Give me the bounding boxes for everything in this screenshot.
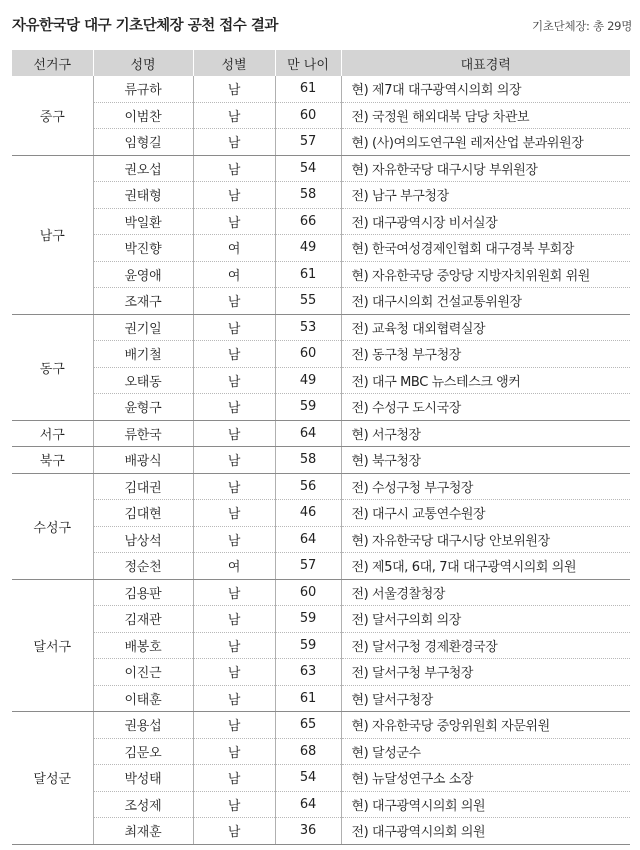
district-cell: 달서구 [12,579,93,712]
district-cell: 남구 [12,155,93,314]
gender-cell: 남 [193,341,275,368]
career-cell: 현) 대구광역시의회 의원 [341,791,630,818]
total-count: 기초단체장: 총 29명 [532,19,632,33]
gender-cell: 남 [193,367,275,394]
gender-cell: 남 [193,102,275,129]
table-row [12,791,630,818]
age-cell: 36 [275,818,341,845]
career-cell: 전) 서울경찰청장 [341,579,630,606]
table-row [12,102,630,129]
career-cell: 현) 자유한국당 대구시당 부위원장 [341,155,630,182]
name-cell: 윤형구 [93,394,193,421]
name-cell: 김재관 [93,606,193,633]
gender-cell: 남 [193,685,275,712]
age-cell: 61 [275,76,341,102]
gender-cell: 남 [193,447,275,474]
table-row [12,288,630,315]
candidates-table [12,50,630,845]
career-cell: 전) 대구시의회 건설교통위원장 [341,288,630,315]
career-cell: 전) 달서구청 부구청장 [341,659,630,686]
career-cell: 전) 수성구청 부구청장 [341,473,630,500]
name-cell: 배봉호 [93,632,193,659]
age-cell: 57 [275,553,341,580]
gender-cell: 남 [193,208,275,235]
age-cell: 54 [275,765,341,792]
career-cell: 전) 대구시 교통연수원장 [341,500,630,527]
gender-cell: 남 [193,765,275,792]
table-row [12,765,630,792]
table-row [12,500,630,527]
career-cell: 전) 교육청 대외협력실장 [341,314,630,341]
career-cell: 현) 자유한국당 대구시당 안보위원장 [341,526,630,553]
age-cell: 56 [275,473,341,500]
age-cell: 58 [275,182,341,209]
gender-cell: 남 [193,500,275,527]
age-cell: 46 [275,500,341,527]
gender-cell: 남 [193,473,275,500]
table-row [12,394,630,421]
name-cell: 김용판 [93,579,193,606]
district-cell: 수성구 [12,473,93,579]
district-cell: 동구 [12,314,93,420]
age-cell: 61 [275,685,341,712]
name-cell: 최재훈 [93,818,193,845]
name-cell: 권오섭 [93,155,193,182]
name-cell: 이태훈 [93,685,193,712]
career-cell: 현) 자유한국당 중앙위원회 자문위원 [341,712,630,739]
career-cell: 현) 제7대 대구광역시의회 의장 [341,76,630,102]
name-cell: 윤영애 [93,261,193,288]
name-cell: 남상석 [93,526,193,553]
table-row [12,606,630,633]
table-row [12,420,630,447]
gender-cell: 여 [193,553,275,580]
page-title: 자유한국당 대구 기초단체장 공천 접수 결과 [12,18,278,34]
table-row [12,553,630,580]
age-cell: 59 [275,632,341,659]
table-row [12,314,630,341]
table-row [12,712,630,739]
career-cell: 현) 서구청장 [341,420,630,447]
name-cell: 권용섭 [93,712,193,739]
gender-cell: 남 [193,791,275,818]
gender-cell: 남 [193,818,275,845]
name-cell: 조재구 [93,288,193,315]
table-row [12,341,630,368]
age-cell: 59 [275,606,341,633]
name-cell: 배기철 [93,341,193,368]
career-cell: 현) 달성군수 [341,738,630,765]
table-row [12,76,630,102]
age-cell: 58 [275,447,341,474]
career-cell: 전) 달서구청 경제환경국장 [341,632,630,659]
column-header-name: 성명 [93,50,193,76]
name-cell: 오태동 [93,367,193,394]
gender-cell: 여 [193,235,275,262]
table-row [12,818,630,845]
career-cell: 전) 동구청 부구청장 [341,341,630,368]
name-cell: 김대권 [93,473,193,500]
age-cell: 64 [275,526,341,553]
gender-cell: 남 [193,712,275,739]
career-cell: 전) 대구 MBC 뉴스테스크 앵커 [341,367,630,394]
age-cell: 54 [275,155,341,182]
gender-cell: 남 [193,606,275,633]
name-cell: 박성태 [93,765,193,792]
column-header-gender: 성별 [193,50,275,76]
name-cell: 류규하 [93,76,193,102]
age-cell: 64 [275,791,341,818]
name-cell: 박일환 [93,208,193,235]
gender-cell: 여 [193,261,275,288]
name-cell: 이범찬 [93,102,193,129]
age-cell: 64 [275,420,341,447]
career-cell: 전) 달서구의회 의장 [341,606,630,633]
name-cell: 권기일 [93,314,193,341]
table-row [12,129,630,156]
table-row [12,659,630,686]
name-cell: 배광식 [93,447,193,474]
table-row [12,261,630,288]
name-cell: 조성제 [93,791,193,818]
career-cell: 전) 수성구 도시국장 [341,394,630,421]
age-cell: 59 [275,394,341,421]
name-cell: 정순천 [93,553,193,580]
gender-cell: 남 [193,76,275,102]
district-cell: 북구 [12,447,93,474]
age-cell: 49 [275,367,341,394]
table-row [12,685,630,712]
gender-cell: 남 [193,738,275,765]
age-cell: 60 [275,341,341,368]
gender-cell: 남 [193,155,275,182]
gender-cell: 남 [193,632,275,659]
career-cell: 현) 자유한국당 중앙당 지방자치위원회 위원 [341,261,630,288]
gender-cell: 남 [193,526,275,553]
table-row [12,182,630,209]
age-cell: 63 [275,659,341,686]
district-cell: 서구 [12,420,93,447]
table-row [12,235,630,262]
career-cell: 전) 대구광역시장 비서실장 [341,208,630,235]
page-header [0,0,640,46]
name-cell: 권태형 [93,182,193,209]
career-cell: 현) 북구청장 [341,447,630,474]
career-cell: 현) 달서구청장 [341,685,630,712]
age-cell: 55 [275,288,341,315]
age-cell: 66 [275,208,341,235]
table-row [12,738,630,765]
gender-cell: 남 [193,288,275,315]
table-row [12,526,630,553]
name-cell: 이진근 [93,659,193,686]
table-row [12,632,630,659]
column-header-district: 선거구 [12,50,93,76]
table-row [12,155,630,182]
table-row [12,473,630,500]
age-cell: 49 [275,235,341,262]
age-cell: 53 [275,314,341,341]
name-cell: 김대현 [93,500,193,527]
age-cell: 61 [275,261,341,288]
gender-cell: 남 [193,394,275,421]
column-header-age: 만 나이 [275,50,341,76]
column-header-career: 대표경력 [341,50,630,76]
gender-cell: 남 [193,659,275,686]
gender-cell: 남 [193,314,275,341]
age-cell: 57 [275,129,341,156]
age-cell: 65 [275,712,341,739]
table-row [12,367,630,394]
gender-cell: 남 [193,420,275,447]
table-row [12,579,630,606]
table-header-row [12,50,630,76]
career-cell: 현) 한국여성경제인협회 대구경북 부회장 [341,235,630,262]
table-body [12,76,630,844]
district-cell: 중구 [12,76,93,155]
career-cell: 현) 뉴달성연구소 소장 [341,765,630,792]
career-cell: 전) 대구광역시의회 의원 [341,818,630,845]
career-cell: 전) 국정원 해외대북 담당 차관보 [341,102,630,129]
age-cell: 60 [275,102,341,129]
age-cell: 68 [275,738,341,765]
gender-cell: 남 [193,129,275,156]
age-cell: 60 [275,579,341,606]
district-cell: 달성군 [12,712,93,845]
career-cell: 현) (사)여의도연구원 레저산업 분과위원장 [341,129,630,156]
gender-cell: 남 [193,579,275,606]
career-cell: 전) 남구 부구청장 [341,182,630,209]
career-cell: 전) 제5대, 6대, 7대 대구광역시의회 의원 [341,553,630,580]
table-row [12,208,630,235]
name-cell: 박진향 [93,235,193,262]
name-cell: 류한국 [93,420,193,447]
name-cell: 임형길 [93,129,193,156]
table-row [12,447,630,474]
name-cell: 김문오 [93,738,193,765]
gender-cell: 남 [193,182,275,209]
